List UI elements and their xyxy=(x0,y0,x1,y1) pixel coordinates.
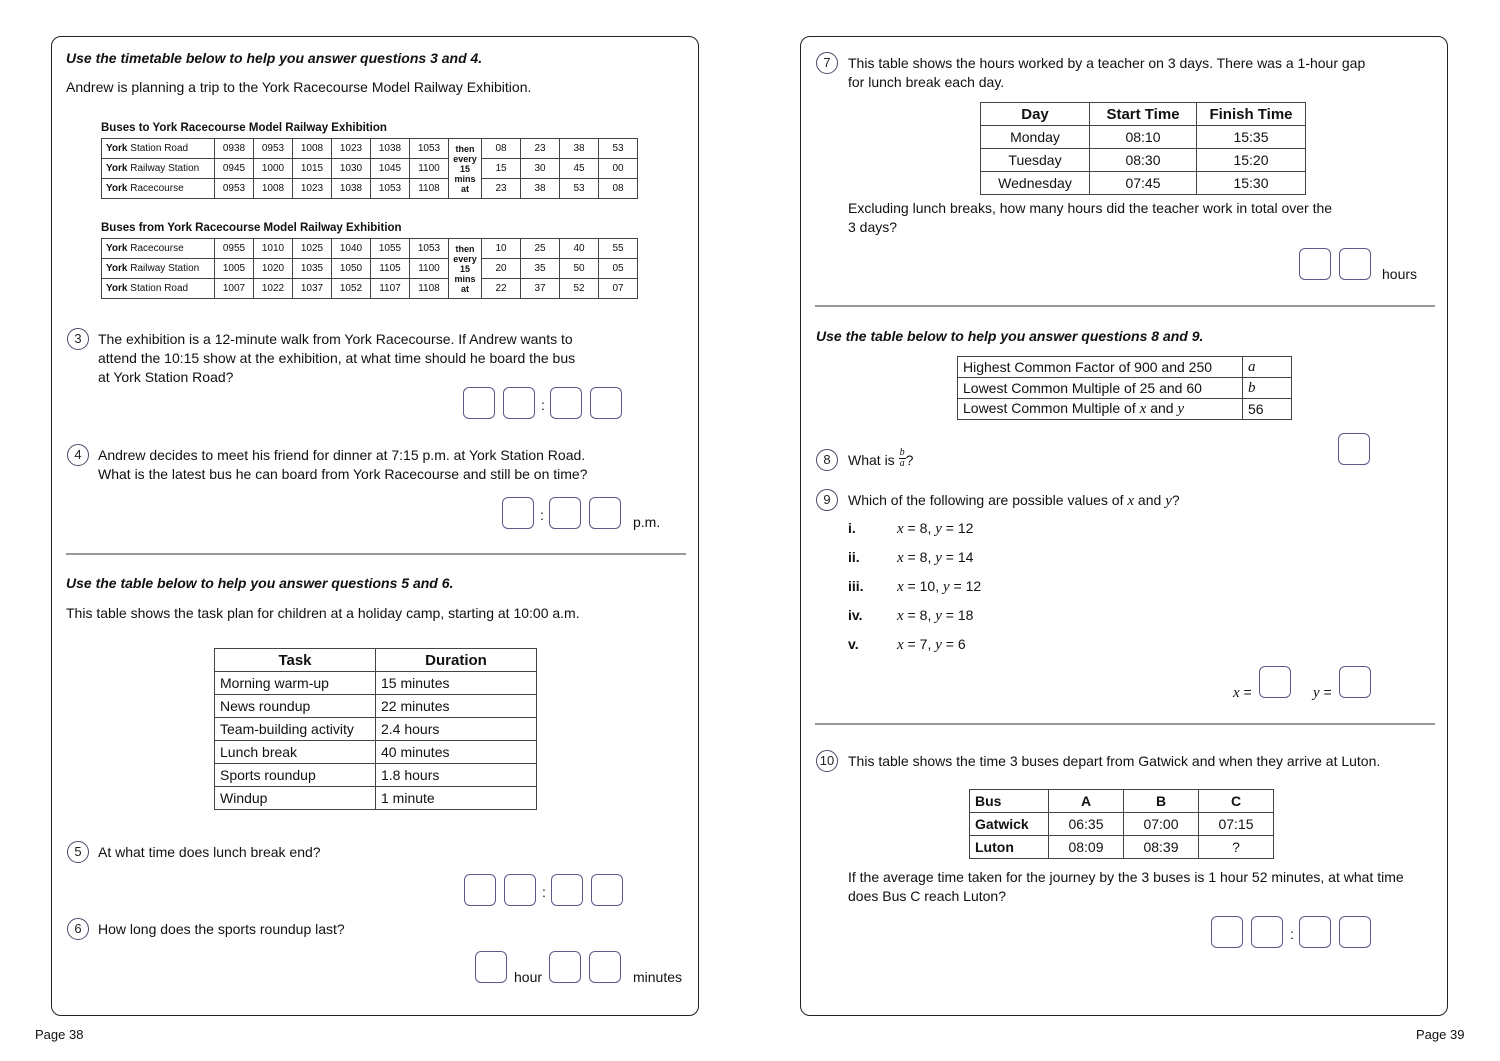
var-x: x xyxy=(897,608,904,624)
colon-separator: : xyxy=(1290,926,1294,942)
table-row xyxy=(958,357,1292,378)
x-answer-box[interactable] xyxy=(1259,666,1291,698)
time-cell: 1108 xyxy=(410,279,449,299)
time-cell: 1025 xyxy=(293,239,332,259)
table-cell: 08:09 xyxy=(1049,836,1124,859)
then-every-text: at xyxy=(460,183,469,194)
option-value: x = 7, y = 6 xyxy=(897,636,966,653)
table-row xyxy=(215,695,537,718)
table-row xyxy=(958,378,1292,399)
table-cell: Sports roundup xyxy=(215,764,376,787)
y-value: 18 xyxy=(957,607,974,623)
minutes-cell: 08 xyxy=(599,179,638,199)
question-8-number: 8 xyxy=(816,449,838,471)
minutes-cell: 07 xyxy=(599,279,638,299)
time-cell: 1055 xyxy=(371,239,410,259)
table-row xyxy=(215,741,537,764)
question-10-line: does Bus C reach Luton? xyxy=(848,888,1006,904)
x-value: 7 xyxy=(919,636,928,652)
var-x: x xyxy=(897,521,904,537)
option-number: i. xyxy=(848,520,856,536)
answer-box[interactable] xyxy=(463,387,495,419)
var-y: y xyxy=(935,521,942,537)
answer-box[interactable] xyxy=(502,497,534,529)
question-5-number: 5 xyxy=(67,841,89,863)
table-cell: Monday xyxy=(981,126,1090,149)
question-7-line: for lunch break each day. xyxy=(848,74,1005,90)
section-divider xyxy=(815,305,1435,307)
right-page-panel xyxy=(800,36,1448,1016)
var-y: y xyxy=(935,637,942,653)
time-cell: 1038 xyxy=(371,139,410,159)
stop-name-cell xyxy=(102,279,215,299)
x-value: 8 xyxy=(919,520,928,536)
table-cell: 15:30 xyxy=(1197,172,1306,195)
time-cell: 1052 xyxy=(332,279,371,299)
var-y: y xyxy=(935,550,942,566)
minutes-cell: 20 xyxy=(482,259,521,279)
table-cell: 08:10 xyxy=(1090,126,1197,149)
instruction-q3-q4: Use the timetable below to help you answer questions 3 and 4. xyxy=(66,50,483,66)
minutes-cell: 40 xyxy=(560,239,599,259)
question-9-number: 9 xyxy=(816,489,838,511)
q8-text: What is xyxy=(848,452,899,468)
answer-box[interactable] xyxy=(589,951,621,983)
page-number-left: Page 38 xyxy=(35,1027,84,1042)
fraction-b-over-a xyxy=(899,448,906,469)
time-cell: 1000 xyxy=(254,159,293,179)
time-cell: 0953 xyxy=(254,139,293,159)
task-plan-table xyxy=(214,648,537,810)
minutes-cell: 55 xyxy=(599,239,638,259)
table-row xyxy=(958,399,1292,420)
minutes-cell: 38 xyxy=(560,139,599,159)
answer-box[interactable] xyxy=(551,874,583,906)
table-header-row xyxy=(981,103,1306,126)
minutes-cell: 50 xyxy=(560,259,599,279)
question-4-number: 4 xyxy=(67,444,89,466)
time-cell: 1022 xyxy=(254,279,293,299)
minutes-cell: 37 xyxy=(521,279,560,299)
table-header-row xyxy=(970,790,1274,813)
time-cell: 1008 xyxy=(254,179,293,199)
time-cell: 1108 xyxy=(410,179,449,199)
minutes-cell: 00 xyxy=(599,159,638,179)
table-cell: 15:20 xyxy=(1197,149,1306,172)
y-answer-box[interactable] xyxy=(1339,666,1371,698)
column-header: Duration xyxy=(376,649,537,672)
answer-box[interactable] xyxy=(1338,433,1370,465)
time-cell: 1020 xyxy=(254,259,293,279)
stop-name-bold: York xyxy=(106,143,128,154)
answer-box[interactable] xyxy=(550,387,582,419)
stop-name-bold: York xyxy=(106,243,128,254)
time-cell: 1010 xyxy=(254,239,293,259)
cell-text: and xyxy=(1146,400,1178,416)
y-label: y = xyxy=(1313,684,1332,701)
then-every-text: mins xyxy=(454,173,476,184)
answer-box[interactable] xyxy=(504,874,536,906)
question-8-text xyxy=(848,446,914,470)
minutes-cell: 08 xyxy=(482,139,521,159)
question-10-text: This table shows the time 3 buses depart from Gatwick and when they arrive at Luton. xyxy=(848,753,1381,769)
table-cell: Team-building activity xyxy=(215,718,376,741)
time-cell: 1023 xyxy=(293,179,332,199)
time-cell: 1035 xyxy=(293,259,332,279)
q9-text: and xyxy=(1134,492,1166,508)
y-value: 12 xyxy=(957,520,974,536)
question-10-number: 10 xyxy=(816,750,838,772)
time-cell: 1038 xyxy=(332,179,371,199)
q9-text: Which of the following are possible values of xyxy=(848,492,1128,508)
q8-text: ? xyxy=(905,452,914,468)
table-row xyxy=(102,159,638,179)
question-5-text: At what time does lunch break end? xyxy=(98,844,321,860)
table-row xyxy=(981,149,1306,172)
stop-name-cell xyxy=(102,179,215,199)
question-4-line: What is the latest bus he can board from York Racecourse and still be on time? xyxy=(98,466,588,482)
option-number: v. xyxy=(848,636,859,652)
stop-name-bold: York xyxy=(106,263,128,274)
x-value: 10 xyxy=(919,578,936,594)
stop-name-cell xyxy=(102,159,215,179)
instruction-q8-q9: Use the table below to help you answer questions 8 and 9. xyxy=(816,328,1204,344)
left-page-panel xyxy=(51,36,699,1016)
minutes-unit: minutes xyxy=(633,969,683,985)
minutes-cell: 30 xyxy=(521,159,560,179)
table-header-row xyxy=(215,649,537,672)
minutes-cell: 45 xyxy=(560,159,599,179)
table-cell: Lowest Common Multiple of 25 and 60 xyxy=(958,378,1243,399)
intro-text-camp: This table shows the task plan for children at a holiday camp, starting at 10:00 a.m. xyxy=(66,605,580,621)
var-x: x xyxy=(897,550,904,566)
column-header: Bus xyxy=(970,790,1049,813)
then-every-text: every xyxy=(453,253,477,264)
table-cell: 07:00 xyxy=(1124,813,1199,836)
stop-name-bold: York xyxy=(106,183,128,194)
minutes-cell: 15 xyxy=(482,159,521,179)
time-cell: 1023 xyxy=(332,139,371,159)
stop-name-rest: Railway Station xyxy=(127,163,200,174)
question-6-number: 6 xyxy=(67,918,89,940)
column-header: Task xyxy=(215,649,376,672)
then-every-text: every xyxy=(453,153,477,164)
table-cell: Tuesday xyxy=(981,149,1090,172)
question-7-text-2 xyxy=(848,199,1332,237)
var-a: a xyxy=(1248,359,1256,375)
cell-text: Lowest Common Multiple of xyxy=(963,400,1140,416)
question-3-line: at York Station Road? xyxy=(98,369,234,385)
option-number: iv. xyxy=(848,607,863,623)
x-value: 8 xyxy=(919,607,928,623)
hours-worked-table xyxy=(980,102,1306,195)
var-x: x xyxy=(1127,493,1135,509)
then-every-text: 15 xyxy=(459,263,470,274)
table-cell: 1.8 hours xyxy=(376,764,537,787)
then-every-cell xyxy=(449,139,482,199)
minutes-cell: 22 xyxy=(482,279,521,299)
buses-from-table xyxy=(101,238,638,299)
column-header: Day xyxy=(981,103,1090,126)
table-cell: 56 xyxy=(1243,399,1292,420)
table-row xyxy=(102,179,638,199)
colon-separator: : xyxy=(542,884,546,900)
time-cell: 1107 xyxy=(371,279,410,299)
instruction-q5-q6: Use the table below to help you answer questions 5 and 6. xyxy=(66,575,454,591)
time-cell: 0955 xyxy=(215,239,254,259)
stop-name-bold: York xyxy=(106,283,128,294)
var-b: b xyxy=(1248,380,1256,396)
table-row xyxy=(981,172,1306,195)
answer-box[interactable] xyxy=(589,497,621,529)
hours-unit: hours xyxy=(1382,266,1418,282)
time-cell: 1005 xyxy=(215,259,254,279)
table-cell: 15 minutes xyxy=(376,672,537,695)
then-every-text: mins xyxy=(454,273,476,284)
answer-box[interactable] xyxy=(591,874,623,906)
time-cell: 1053 xyxy=(410,139,449,159)
time-cell: 0945 xyxy=(215,159,254,179)
table-row xyxy=(102,259,638,279)
then-every-cell xyxy=(449,239,482,299)
var-y: y xyxy=(1165,493,1172,509)
stop-name-rest: Station Road xyxy=(127,143,189,154)
table-cell xyxy=(1243,378,1292,399)
time-cell: 1015 xyxy=(293,159,332,179)
question-7-number: 7 xyxy=(816,52,838,74)
question-7-line: This table shows the hours worked by a teacher on 3 days. There was a 1-hour gap xyxy=(848,55,1366,71)
table-cell xyxy=(958,399,1243,420)
table-cell: 15:35 xyxy=(1197,126,1306,149)
minutes-cell: 23 xyxy=(482,179,521,199)
table-row xyxy=(215,718,537,741)
table-cell: 22 minutes xyxy=(376,695,537,718)
answer-box[interactable] xyxy=(1251,916,1283,948)
answer-box[interactable] xyxy=(549,951,581,983)
minutes-cell: 25 xyxy=(521,239,560,259)
table-cell: Wednesday xyxy=(981,172,1090,195)
x-value: 8 xyxy=(919,549,928,565)
time-cell: 1030 xyxy=(332,159,371,179)
question-3-line: attend the 10:15 show at the exhibition, at what time should he board the bus xyxy=(98,350,576,366)
column-header: C xyxy=(1199,790,1274,813)
question-4-line: Andrew decides to meet his friend for dinner at 7:15 p.m. at York Station Road. xyxy=(98,447,586,463)
gatwick-luton-table xyxy=(969,789,1274,859)
question-3-number: 3 xyxy=(67,328,89,350)
answer-box[interactable] xyxy=(1299,248,1331,280)
stop-name-rest: Racecourse xyxy=(127,183,184,194)
table-cell: 1 minute xyxy=(376,787,537,810)
pm-unit: p.m. xyxy=(633,514,661,530)
option-number: ii. xyxy=(848,549,860,565)
table-cell: 07:45 xyxy=(1090,172,1197,195)
table-row xyxy=(970,813,1274,836)
stop-name-rest: Railway Station xyxy=(127,263,200,274)
answer-box[interactable] xyxy=(464,874,496,906)
intro-text: Andrew is planning a trip to the York Racecourse Model Railway Exhibition. xyxy=(66,79,532,95)
time-cell: 1050 xyxy=(332,259,371,279)
question-10-text-2 xyxy=(848,868,1404,906)
table-cell: Morning warm-up xyxy=(215,672,376,695)
answer-box[interactable] xyxy=(475,951,507,983)
question-3-text xyxy=(98,330,575,387)
question-3-line: The exhibition is a 12-minute walk from York Racecourse. If Andrew wants to xyxy=(98,331,573,347)
question-7-text xyxy=(848,54,1365,92)
time-cell: 1100 xyxy=(410,159,449,179)
time-cell: 1100 xyxy=(410,259,449,279)
fraction-denominator: a xyxy=(899,457,905,469)
buses-to-table xyxy=(101,138,638,199)
option-number: iii. xyxy=(848,578,864,594)
table-cell: Luton xyxy=(970,836,1049,859)
var-y: y xyxy=(943,579,950,595)
table-cell: 40 minutes xyxy=(376,741,537,764)
fraction-numerator: b xyxy=(899,446,905,458)
time-cell: 0938 xyxy=(215,139,254,159)
question-4-text xyxy=(98,446,588,484)
y-value: 14 xyxy=(957,549,974,565)
time-cell: 1040 xyxy=(332,239,371,259)
question-7-line: 3 days? xyxy=(848,219,898,235)
table-cell: Gatwick xyxy=(970,813,1049,836)
table-cell: 08:30 xyxy=(1090,149,1197,172)
table-row xyxy=(215,672,537,695)
answer-box[interactable] xyxy=(549,497,581,529)
var-x: x xyxy=(897,579,904,595)
table-row xyxy=(102,239,638,259)
time-cell: 1045 xyxy=(371,159,410,179)
column-header: Start Time xyxy=(1090,103,1197,126)
minutes-cell: 52 xyxy=(560,279,599,299)
stop-name-cell xyxy=(102,139,215,159)
time-cell: 0953 xyxy=(215,179,254,199)
table-cell: 08:39 xyxy=(1124,836,1199,859)
buses-from-title: Buses from York Racecourse Model Railway Exhibition xyxy=(101,222,402,234)
minutes-cell: 23 xyxy=(521,139,560,159)
time-cell: 1008 xyxy=(293,139,332,159)
option-value: x = 10, y = 12 xyxy=(897,578,982,595)
table-row xyxy=(215,787,537,810)
column-header: B xyxy=(1124,790,1199,813)
hour-unit: hour xyxy=(514,969,543,985)
y-value: 6 xyxy=(957,636,966,652)
question-7-line: Excluding lunch breaks, how many hours did the teacher work in total over the xyxy=(848,200,1333,216)
var-x: x xyxy=(897,637,904,653)
table-cell: 06:35 xyxy=(1049,813,1124,836)
stop-name-bold: York xyxy=(106,163,128,174)
section-divider xyxy=(66,553,686,555)
then-every-text: 15 xyxy=(459,163,470,174)
time-cell: 1037 xyxy=(293,279,332,299)
stop-name-rest: Station Road xyxy=(127,283,189,294)
minutes-cell: 10 xyxy=(482,239,521,259)
y-value: 12 xyxy=(965,578,982,594)
var-y: y xyxy=(1177,401,1185,417)
table-row xyxy=(102,139,638,159)
var-x: x xyxy=(1139,401,1147,417)
table-cell: 2.4 hours xyxy=(376,718,537,741)
option-value: x = 8, y = 18 xyxy=(897,607,974,624)
section-divider xyxy=(815,723,1435,725)
table-row xyxy=(215,764,537,787)
time-cell: 1105 xyxy=(371,259,410,279)
buses-to-title: Buses to York Racecourse Model Railway Exhibition xyxy=(101,122,387,134)
question-6-text: How long does the sports roundup last? xyxy=(98,921,345,937)
table-cell: Highest Common Factor of 900 and 250 xyxy=(958,357,1243,378)
colon-separator: : xyxy=(540,507,544,523)
time-cell: 1053 xyxy=(410,239,449,259)
q9-text: ? xyxy=(1171,492,1180,508)
table-row xyxy=(102,279,638,299)
minutes-cell: 35 xyxy=(521,259,560,279)
table-cell: Lunch break xyxy=(215,741,376,764)
table-row xyxy=(981,126,1306,149)
answer-box[interactable] xyxy=(1339,916,1371,948)
column-header: Finish Time xyxy=(1197,103,1306,126)
table-cell: Windup xyxy=(215,787,376,810)
stop-name-cell xyxy=(102,239,215,259)
minutes-cell: 53 xyxy=(560,179,599,199)
x-label: x = xyxy=(1233,684,1252,701)
page-number-right: Page 39 xyxy=(1416,1027,1465,1042)
time-cell: 1053 xyxy=(371,179,410,199)
answer-box[interactable] xyxy=(503,387,535,419)
colon-separator: : xyxy=(541,397,545,413)
question-9-text xyxy=(848,491,1180,511)
then-every-text: then xyxy=(455,243,475,254)
table-cell: 07:15 xyxy=(1199,813,1274,836)
option-value: x = 8, y = 12 xyxy=(897,520,974,537)
column-header: A xyxy=(1049,790,1124,813)
table-row xyxy=(970,836,1274,859)
table-cell xyxy=(1243,357,1292,378)
table-cell: ? xyxy=(1199,836,1274,859)
answer-box[interactable] xyxy=(1339,248,1371,280)
answer-box[interactable] xyxy=(1299,916,1331,948)
table-cell: News roundup xyxy=(215,695,376,718)
question-10-line: If the average time taken for the journey by the 3 buses is 1 hour 52 minutes, at what time xyxy=(848,869,1404,885)
minutes-cell: 38 xyxy=(521,179,560,199)
then-every-text: at xyxy=(460,283,469,294)
answer-box[interactable] xyxy=(1211,916,1243,948)
stop-name-cell xyxy=(102,259,215,279)
minutes-cell: 53 xyxy=(599,139,638,159)
answer-box[interactable] xyxy=(590,387,622,419)
then-every-text: then xyxy=(455,143,475,154)
minutes-cell: 05 xyxy=(599,259,638,279)
var-y: y xyxy=(935,608,942,624)
stop-name-rest: Racecourse xyxy=(127,243,184,254)
factor-multiple-table xyxy=(957,356,1292,420)
option-value: x = 8, y = 14 xyxy=(897,549,974,566)
time-cell: 1007 xyxy=(215,279,254,299)
